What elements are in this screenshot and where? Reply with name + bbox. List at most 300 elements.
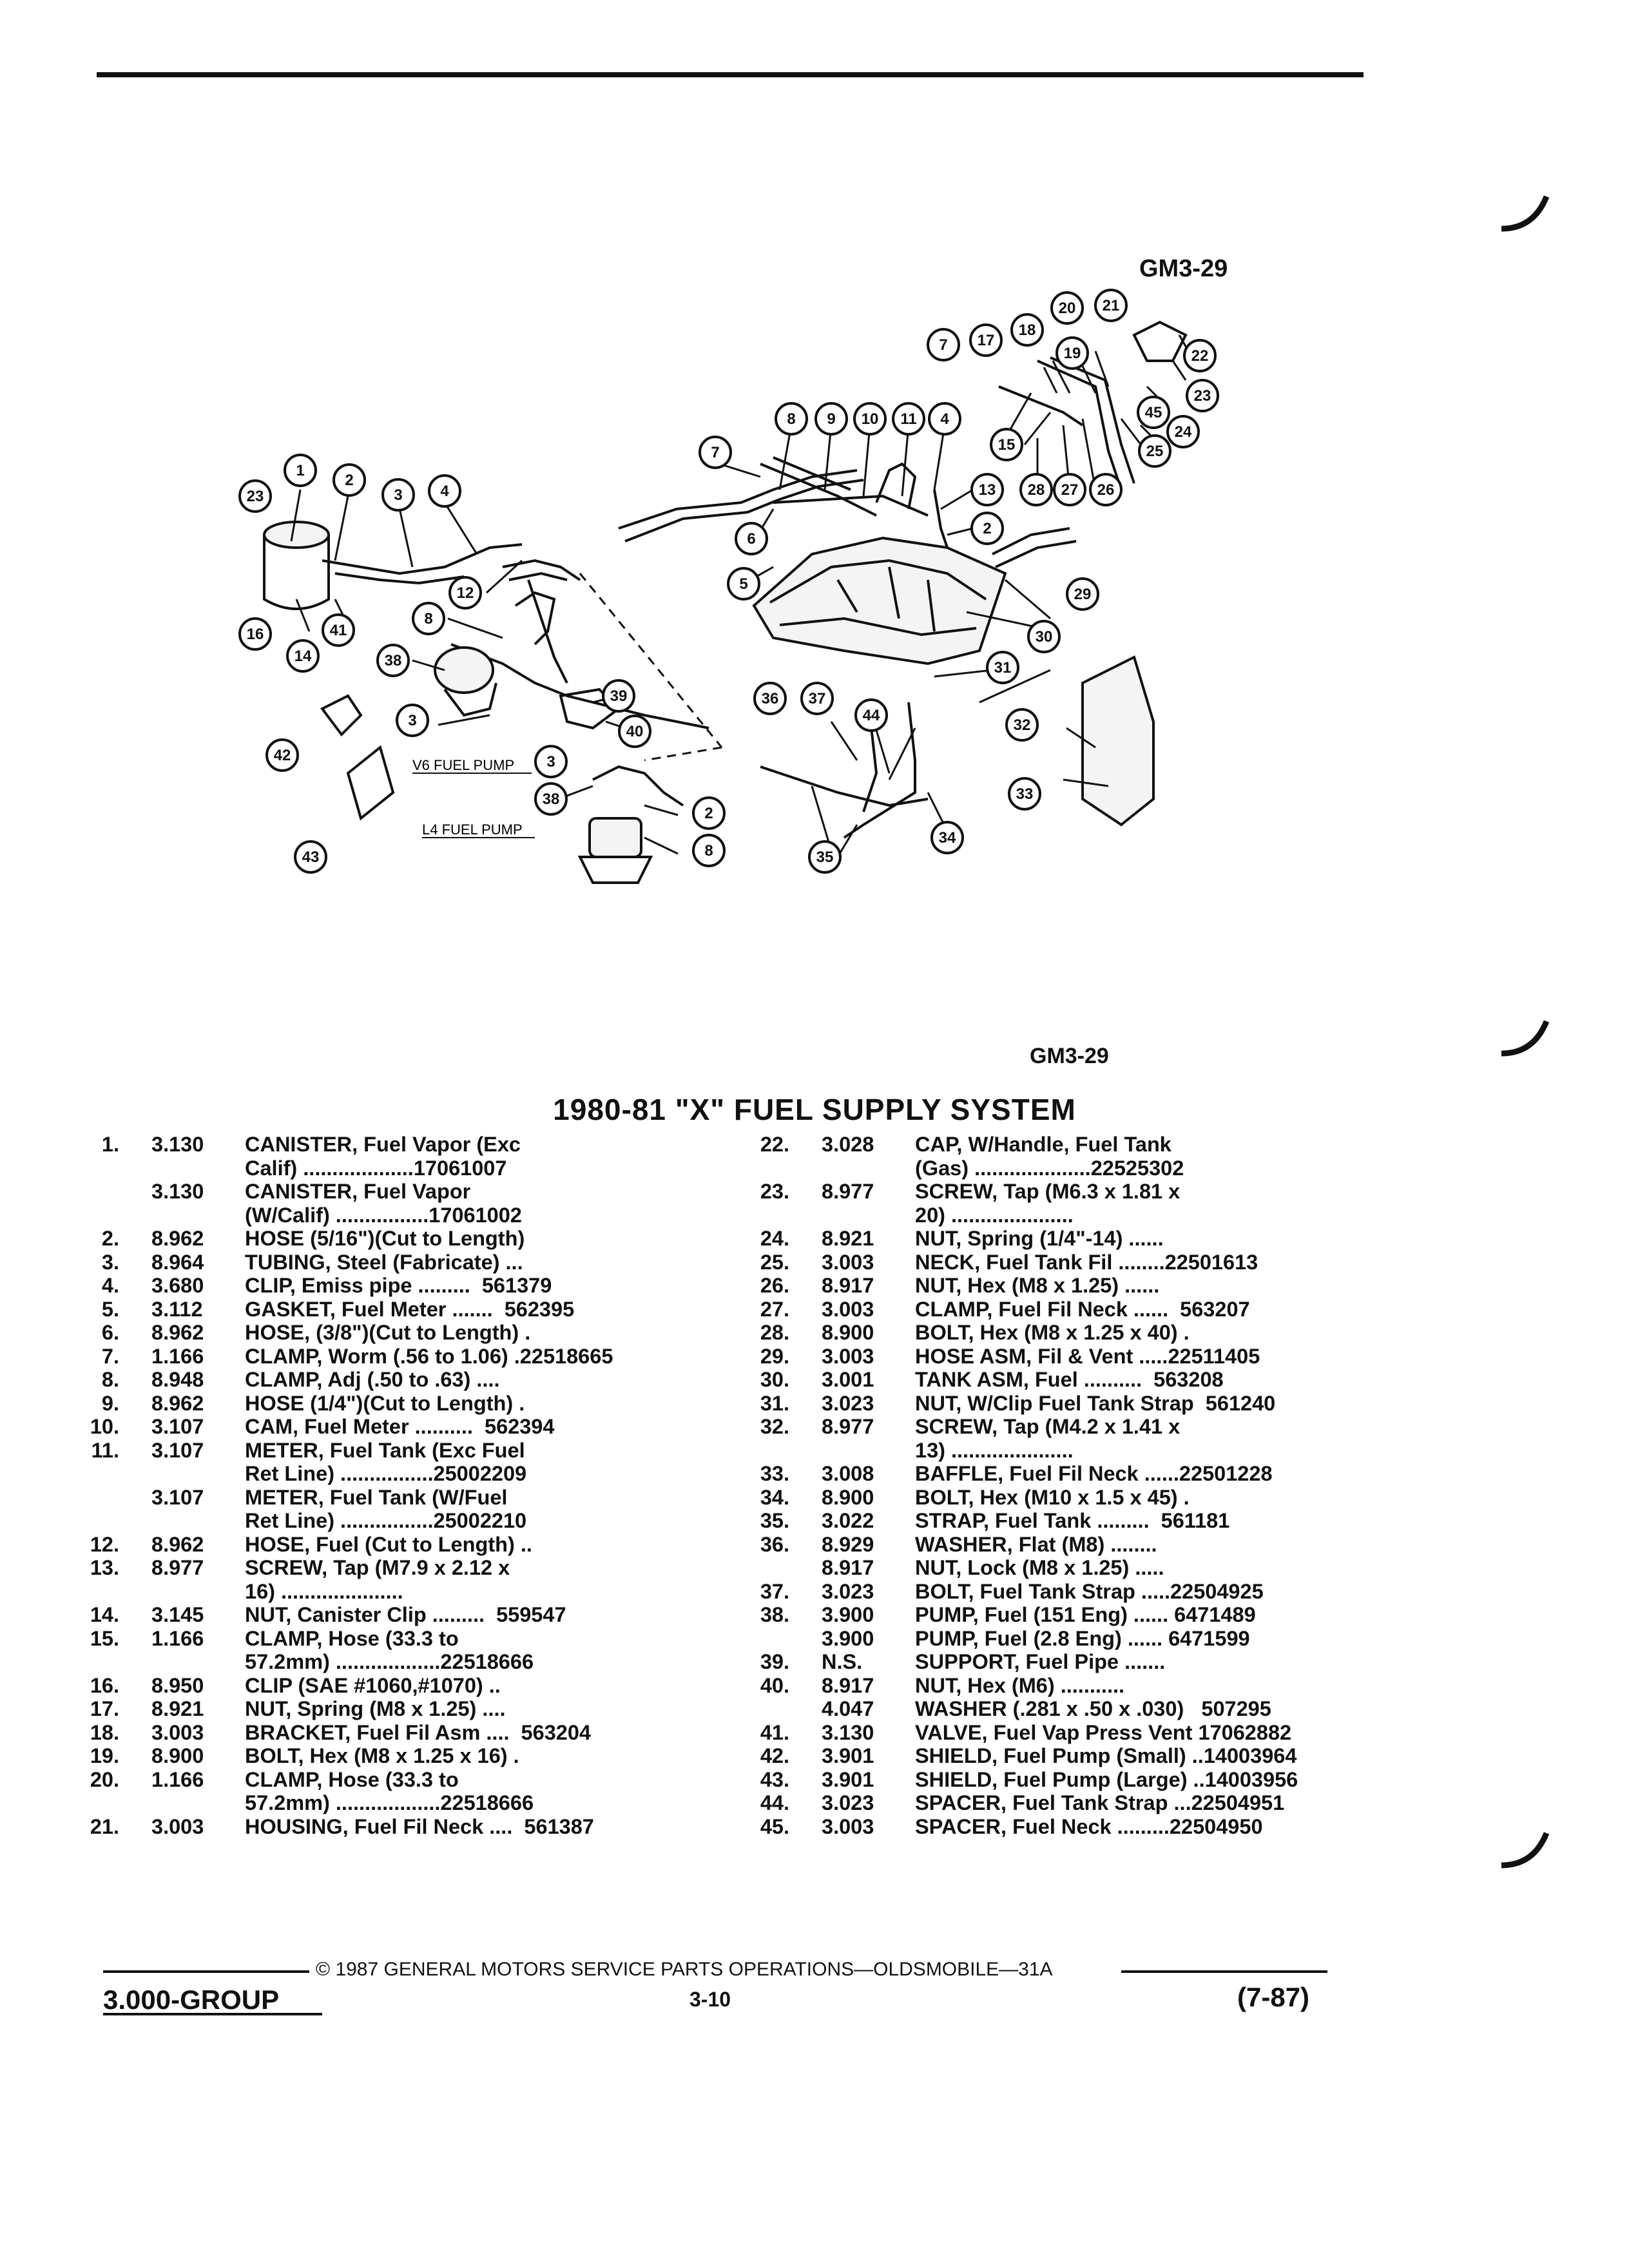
part-number: 5. xyxy=(101,1297,119,1321)
part-number xyxy=(728,1556,822,1580)
part-number xyxy=(58,1580,151,1604)
part-description: SPACER, Fuel Tank Strap ...22504951 xyxy=(915,1791,1285,1814)
part-number: 28. xyxy=(760,1321,789,1344)
part-description: BOLT, Hex (M8 x 1.25 x 16) . xyxy=(245,1744,519,1767)
part-description: WASHER, Flat (M8) ........ xyxy=(915,1532,1157,1556)
group-number: 3.022 xyxy=(822,1509,874,1532)
callout-label: 7 xyxy=(939,336,948,354)
part-description: Ret Line) ................25002210 xyxy=(245,1509,527,1532)
group-number: 3.023 xyxy=(822,1791,874,1814)
part-description: SHIELD, Fuel Pump (Large) ..14003956 xyxy=(915,1767,1298,1791)
parts-list-row xyxy=(58,1486,709,1510)
footer-copyright: © 1987 GENERAL MOTORS SERVICE PARTS OPERATIONS—OLDSMOBILE—31A xyxy=(316,1959,1053,1980)
parts-list-row xyxy=(58,1509,709,1533)
part-number: 20. xyxy=(90,1767,119,1791)
group-number xyxy=(151,1204,245,1227)
callout-label: 16 xyxy=(246,626,264,643)
part-description: CLAMP, Worm (.56 to 1.06) .22518665 xyxy=(245,1344,613,1368)
parts-list-row xyxy=(58,1345,709,1369)
diagram-code-bottom: GM3-29 xyxy=(1030,1044,1109,1068)
part-description: CLIP, Emiss pipe ......... 561379 xyxy=(245,1274,552,1297)
parts-list-row xyxy=(728,1415,1379,1439)
part-number: 1. xyxy=(101,1133,119,1156)
parts-list-row xyxy=(58,1791,709,1815)
callout-label: 43 xyxy=(302,849,320,866)
group-number: 3.003 xyxy=(822,1250,874,1274)
part-description: NUT, Lock (M8 x 1.25) ..... xyxy=(915,1556,1164,1579)
part-number: 26. xyxy=(760,1274,789,1297)
part-number xyxy=(728,1439,822,1463)
part-number: 17. xyxy=(90,1697,119,1720)
footer-group: 3.000-GROUP xyxy=(103,1984,280,2015)
callout-label: 26 xyxy=(1097,481,1115,499)
part-description: NUT, Canister Clip ......... 559547 xyxy=(245,1603,566,1626)
part-number: 33. xyxy=(760,1462,789,1485)
group-number: 3.130 xyxy=(822,1720,874,1744)
part-number: 41. xyxy=(760,1720,789,1744)
parts-list-row xyxy=(728,1274,1379,1298)
part-number: 11. xyxy=(91,1438,119,1462)
callout-label: 4 xyxy=(440,483,449,500)
part-number: 29. xyxy=(760,1344,789,1368)
group-number: 1.166 xyxy=(151,1767,204,1791)
part-description: VALVE, Fuel Vap Press Vent 17062882 xyxy=(915,1720,1292,1744)
parts-list-row xyxy=(728,1345,1379,1369)
group-number xyxy=(822,1157,915,1180)
group-number: 4.047 xyxy=(822,1697,874,1720)
callout-label: 23 xyxy=(1193,387,1211,405)
parts-list-row xyxy=(728,1439,1379,1463)
callout-label: 45 xyxy=(1144,404,1162,421)
group-number: 8.962 xyxy=(151,1391,204,1415)
part-number: 31. xyxy=(760,1391,789,1415)
group-number xyxy=(822,1439,915,1463)
parts-list-row xyxy=(58,1368,709,1392)
callout-label: 4 xyxy=(940,410,949,428)
part-description: SHIELD, Fuel Pump (Small) ..14003964 xyxy=(915,1744,1297,1767)
footer-date: (7-87) xyxy=(1237,1982,1310,2012)
parts-list-row xyxy=(728,1697,1379,1721)
group-number: 8.900 xyxy=(151,1744,204,1767)
part-number: 40. xyxy=(760,1673,789,1697)
part-number: 36. xyxy=(760,1532,789,1556)
parts-list-row xyxy=(58,1768,709,1792)
parts-list-right xyxy=(728,1133,1379,1838)
group-number: 3.003 xyxy=(822,1297,874,1321)
group-number: 8.900 xyxy=(822,1485,874,1509)
part-number: 13. xyxy=(90,1556,119,1579)
part-description: CANISTER, Fuel Vapor (Exc xyxy=(245,1133,521,1156)
callout-label: 23 xyxy=(246,488,264,505)
parts-list-row xyxy=(58,1815,709,1839)
part-description: 57.2mm) ..................22518666 xyxy=(245,1650,534,1673)
part-number: 30. xyxy=(760,1368,789,1391)
part-description: SCREW, Tap (M6.3 x 1.81 x xyxy=(915,1180,1181,1203)
group-number: 8.929 xyxy=(822,1532,874,1556)
parts-list-row xyxy=(728,1580,1379,1604)
group-number: 3.008 xyxy=(822,1462,874,1485)
group-number: 3.003 xyxy=(151,1720,204,1744)
l4-fuel-pump-label: L4 FUEL PUMP xyxy=(422,822,523,838)
parts-list-row xyxy=(58,1415,709,1439)
part-description: CAM, Fuel Meter .......... 562394 xyxy=(245,1415,555,1438)
part-description: 16) ..................... xyxy=(245,1579,403,1603)
fuel-system-diagram xyxy=(0,0,1629,966)
group-number: 8.917 xyxy=(822,1556,874,1579)
parts-list-row xyxy=(728,1791,1379,1815)
part-number: 6. xyxy=(101,1321,119,1344)
parts-list-row xyxy=(728,1392,1379,1416)
callout-label: 17 xyxy=(977,332,995,349)
group-number: 8.977 xyxy=(822,1180,874,1203)
parts-list-row xyxy=(58,1251,709,1274)
parts-list-row xyxy=(728,1744,1379,1768)
part-number: 18. xyxy=(90,1720,119,1744)
group-number: 1.166 xyxy=(151,1626,204,1650)
part-description: GASKET, Fuel Meter ....... 562395 xyxy=(245,1297,575,1321)
callout-label: 40 xyxy=(626,723,644,740)
part-number: 43. xyxy=(760,1767,789,1791)
part-description: BRACKET, Fuel Fil Asm .... 563204 xyxy=(245,1720,592,1744)
callout-label: 21 xyxy=(1102,297,1120,314)
footer-rule xyxy=(103,1970,309,1973)
group-number: 8.962 xyxy=(151,1321,204,1344)
callout-label: 36 xyxy=(761,690,779,707)
parts-list-row xyxy=(58,1157,709,1180)
part-number xyxy=(58,1791,151,1815)
part-description: 20) ..................... xyxy=(915,1203,1074,1227)
parts-list-row xyxy=(728,1462,1379,1486)
part-number xyxy=(728,1204,822,1227)
part-number xyxy=(58,1157,151,1180)
group-number xyxy=(151,1791,245,1815)
parts-list-row xyxy=(728,1768,1379,1792)
callout-label: 19 xyxy=(1063,345,1081,362)
callout-label: 38 xyxy=(384,652,402,669)
part-description: HOSE, (3/8")(Cut to Length) . xyxy=(245,1321,531,1344)
parts-list-row xyxy=(58,1321,709,1345)
callout-label: 14 xyxy=(294,648,312,665)
part-description: PUMP, Fuel (151 Eng) ...... 6471489 xyxy=(915,1603,1256,1626)
parts-list-row xyxy=(58,1133,709,1157)
group-number: 3.003 xyxy=(822,1344,874,1368)
group-number: 8.977 xyxy=(822,1415,874,1438)
callout-label: 8 xyxy=(787,410,796,428)
callout-label: 39 xyxy=(610,687,628,705)
part-description: BOLT, Hex (M10 x 1.5 x 45) . xyxy=(915,1485,1190,1509)
parts-list-row xyxy=(58,1650,709,1674)
part-number: 10. xyxy=(90,1415,119,1438)
part-description: SPACER, Fuel Neck .........22504950 xyxy=(915,1814,1263,1838)
part-description: SUPPORT, Fuel Pipe ....... xyxy=(915,1650,1166,1673)
parts-list-row xyxy=(58,1533,709,1557)
part-number xyxy=(58,1650,151,1674)
part-number: 27. xyxy=(760,1297,789,1321)
part-number xyxy=(728,1157,822,1180)
part-description: TANK ASM, Fuel .......... 563208 xyxy=(915,1368,1224,1391)
group-number: 8.964 xyxy=(151,1250,204,1274)
parts-list-row xyxy=(58,1180,709,1204)
part-number xyxy=(58,1180,151,1204)
group-number xyxy=(151,1580,245,1604)
part-description: CLAMP, Adj (.50 to .63) .... xyxy=(245,1368,500,1391)
parts-list-row xyxy=(728,1650,1379,1674)
callout-label: 37 xyxy=(808,690,826,707)
parts-list-row xyxy=(728,1627,1379,1651)
part-description: CAP, W/Handle, Fuel Tank xyxy=(915,1133,1171,1156)
part-description: HOSE (1/4")(Cut to Length) . xyxy=(245,1391,525,1415)
part-number: 9. xyxy=(101,1391,119,1415)
part-description: (Gas) ....................22525302 xyxy=(915,1156,1184,1180)
group-number xyxy=(151,1157,245,1180)
parts-list-row xyxy=(58,1603,709,1627)
group-number: 1.166 xyxy=(151,1344,204,1368)
part-description: BOLT, Fuel Tank Strap .....22504925 xyxy=(915,1579,1264,1603)
parts-list-row xyxy=(728,1227,1379,1251)
part-number: 16. xyxy=(90,1673,119,1697)
callout-label: 27 xyxy=(1061,481,1079,499)
group-number: 8.917 xyxy=(822,1673,874,1697)
parts-list-row xyxy=(58,1274,709,1298)
group-number: 8.948 xyxy=(151,1368,204,1391)
group-number: 3.680 xyxy=(151,1274,204,1297)
parts-list-row xyxy=(728,1298,1379,1321)
callout-label: 13 xyxy=(978,481,996,499)
group-number: 8.900 xyxy=(822,1321,874,1344)
part-number: 4. xyxy=(101,1274,119,1297)
footer-page-number: 3-10 xyxy=(689,1988,731,2011)
parts-list-row xyxy=(58,1627,709,1651)
group-number xyxy=(151,1462,245,1486)
part-description: SCREW, Tap (M7.9 x 2.12 x xyxy=(245,1556,510,1579)
part-number: 38. xyxy=(760,1603,789,1626)
callout-label: 34 xyxy=(938,829,956,847)
group-number: 8.921 xyxy=(151,1697,204,1720)
part-number: 35. xyxy=(760,1509,789,1532)
parts-list-row xyxy=(728,1251,1379,1274)
page-edge-mark xyxy=(1501,1018,1553,1057)
part-number: 3. xyxy=(101,1250,119,1274)
callout-label: 11 xyxy=(900,410,917,428)
callout-label: 9 xyxy=(827,410,836,428)
callout-label: 3 xyxy=(394,486,403,504)
callout-label: 41 xyxy=(329,622,347,639)
part-number: 44. xyxy=(760,1791,789,1814)
callout-label: 8 xyxy=(424,610,433,628)
part-number: 24. xyxy=(760,1227,789,1250)
callout-label: 35 xyxy=(816,849,834,866)
parts-list-left xyxy=(58,1133,709,1838)
part-description: NUT, Hex (M6) ........... xyxy=(915,1673,1125,1697)
group-number: 3.130 xyxy=(151,1180,204,1203)
diagram-drawing xyxy=(264,322,1186,883)
group-number: 3.901 xyxy=(822,1744,874,1767)
parts-list-row xyxy=(728,1368,1379,1392)
part-number: 42. xyxy=(760,1744,789,1767)
part-number: 45. xyxy=(760,1814,789,1838)
group-number: 3.145 xyxy=(151,1603,204,1626)
callout-label: 31 xyxy=(994,659,1012,677)
part-description: METER, Fuel Tank (Exc Fuel xyxy=(245,1438,525,1462)
part-number: 8. xyxy=(101,1368,119,1391)
group-number: 3.901 xyxy=(822,1767,874,1791)
part-number: 23. xyxy=(760,1180,789,1203)
parts-list-row xyxy=(58,1674,709,1698)
part-description: TUBING, Steel (Fabricate) ... xyxy=(245,1250,523,1274)
part-number: 39. xyxy=(760,1650,789,1673)
part-description: NUT, W/Clip Fuel Tank Strap 561240 xyxy=(915,1391,1276,1415)
callout-label: 25 xyxy=(1146,443,1164,460)
callout-label: 33 xyxy=(1016,785,1034,803)
group-number: 3.900 xyxy=(822,1626,874,1650)
callout-label: 5 xyxy=(739,575,748,593)
page-edge-mark xyxy=(1501,1830,1553,1869)
parts-list-row xyxy=(728,1157,1379,1180)
parts-list-row xyxy=(58,1392,709,1416)
parts-list-row xyxy=(728,1204,1379,1227)
group-number: 8.977 xyxy=(151,1556,204,1579)
callout-label: 2 xyxy=(704,805,713,822)
group-number: 3.023 xyxy=(822,1391,874,1415)
parts-list-row xyxy=(58,1204,709,1227)
group-number: 3.107 xyxy=(151,1415,204,1438)
part-number: 22. xyxy=(760,1133,789,1156)
part-number: 15. xyxy=(90,1626,119,1650)
parts-list-row xyxy=(728,1815,1379,1839)
callout-label: 15 xyxy=(998,436,1016,454)
part-number: 32. xyxy=(760,1415,789,1438)
callout-label: 20 xyxy=(1058,300,1076,317)
group-number xyxy=(151,1650,245,1674)
diagram-code-top: GM3-29 xyxy=(1139,255,1228,282)
callout-label: 6 xyxy=(747,530,756,548)
part-description: HOSE (5/16")(Cut to Length) xyxy=(245,1227,525,1250)
callout-label: 12 xyxy=(456,584,474,602)
part-description: Calif) ...................17061007 xyxy=(245,1156,507,1180)
callout-label: 32 xyxy=(1013,716,1031,734)
group-number: 3.112 xyxy=(151,1297,203,1321)
group-number xyxy=(151,1509,245,1533)
part-number xyxy=(58,1204,151,1227)
parts-list-row xyxy=(728,1603,1379,1627)
part-description: CLAMP, Hose (33.3 to xyxy=(245,1626,459,1650)
callout-label: 44 xyxy=(862,707,880,724)
group-number: 3.130 xyxy=(151,1133,204,1156)
part-number xyxy=(58,1509,151,1533)
part-description: CLIP (SAE #1060,#1070) .. xyxy=(245,1673,501,1697)
part-description: STRAP, Fuel Tank ......... 561181 xyxy=(915,1509,1230,1532)
callout-label: 29 xyxy=(1074,586,1092,603)
group-number: 8.962 xyxy=(151,1532,204,1556)
group-number: 3.001 xyxy=(822,1368,874,1391)
part-number: 14. xyxy=(90,1603,119,1626)
part-number: 12. xyxy=(90,1532,119,1556)
parts-list-row xyxy=(728,1533,1379,1557)
footer-rule xyxy=(1121,1970,1327,1973)
callout-label: 38 xyxy=(542,791,560,808)
parts-list-row xyxy=(728,1486,1379,1510)
part-description: CANISTER, Fuel Vapor xyxy=(245,1180,471,1203)
group-number: 3.107 xyxy=(151,1485,204,1509)
group-number: 3.023 xyxy=(822,1579,874,1603)
part-description: NUT, Hex (M8 x 1.25) ...... xyxy=(915,1274,1160,1297)
part-description: 57.2mm) ..................22518666 xyxy=(245,1791,534,1814)
callout-label: 22 xyxy=(1191,347,1209,365)
part-description: (W/Calif) ................17061002 xyxy=(245,1203,522,1227)
callout-label: 3 xyxy=(408,712,417,729)
part-number xyxy=(58,1486,151,1510)
part-description: SCREW, Tap (M4.2 x 1.41 x xyxy=(915,1415,1181,1438)
part-description: 13) ..................... xyxy=(915,1438,1074,1462)
group-number: N.S. xyxy=(822,1650,863,1673)
group-number: 8.921 xyxy=(822,1227,874,1250)
callout-label: 30 xyxy=(1035,628,1053,646)
part-number: 21. xyxy=(90,1814,119,1838)
parts-list-row xyxy=(58,1744,709,1768)
parts-list-row xyxy=(58,1227,709,1251)
callout-label: 10 xyxy=(861,410,879,428)
callout-label: 42 xyxy=(273,747,291,764)
callout-label: 28 xyxy=(1027,481,1045,499)
part-description: NUT, Spring (1/4"-14) ...... xyxy=(915,1227,1164,1250)
parts-list-row xyxy=(728,1180,1379,1204)
part-description: NECK, Fuel Tank Fil ........22501613 xyxy=(915,1250,1258,1274)
parts-list-row xyxy=(58,1721,709,1745)
part-number xyxy=(58,1462,151,1486)
part-description: BAFFLE, Fuel Fil Neck ......22501228 xyxy=(915,1462,1273,1485)
parts-list-row xyxy=(728,1556,1379,1580)
part-number: 37. xyxy=(760,1579,789,1603)
part-number: 2. xyxy=(101,1227,119,1250)
part-description: BOLT, Hex (M8 x 1.25 x 40) . xyxy=(915,1321,1190,1344)
group-number: 3.107 xyxy=(151,1438,204,1462)
group-number: 8.917 xyxy=(822,1274,874,1297)
part-description: Ret Line) ................25002209 xyxy=(245,1462,527,1485)
part-number: 19. xyxy=(90,1744,119,1767)
parts-list-row xyxy=(728,1133,1379,1157)
parts-list-row xyxy=(58,1556,709,1580)
part-description: CLAMP, Fuel Fil Neck ...... 563207 xyxy=(915,1297,1250,1321)
callout-label: 18 xyxy=(1018,322,1036,339)
part-number: 7. xyxy=(101,1344,119,1368)
part-description: HOUSING, Fuel Fil Neck .... 561387 xyxy=(245,1814,594,1838)
parts-list-row xyxy=(58,1580,709,1604)
group-number: 3.003 xyxy=(822,1814,874,1838)
part-description: WASHER (.281 x .50 x .030) 507295 xyxy=(915,1697,1271,1720)
parts-list-row xyxy=(58,1298,709,1321)
part-description: NUT, Spring (M8 x 1.25) .... xyxy=(245,1697,506,1720)
part-description: HOSE ASM, Fil & Vent .....22511405 xyxy=(915,1344,1260,1368)
callout-label: 2 xyxy=(983,520,992,537)
group-number xyxy=(822,1204,915,1227)
parts-list-row xyxy=(58,1462,709,1486)
part-number xyxy=(728,1697,822,1721)
document-title: 1980-81 "X" FUEL SUPPLY SYSTEM xyxy=(553,1093,1076,1126)
part-description: METER, Fuel Tank (W/Fuel xyxy=(245,1485,508,1509)
part-number xyxy=(728,1627,822,1651)
callout-label: 7 xyxy=(711,444,720,461)
group-number: 3.900 xyxy=(822,1603,874,1626)
callout-label: 24 xyxy=(1174,423,1192,441)
part-number: 25. xyxy=(760,1250,789,1274)
parts-list-row xyxy=(728,1321,1379,1345)
parts-list-row xyxy=(728,1674,1379,1698)
callout-label: 8 xyxy=(704,842,713,860)
group-number: 8.962 xyxy=(151,1227,204,1250)
parts-list-row xyxy=(58,1439,709,1463)
part-description: CLAMP, Hose (33.3 to xyxy=(245,1767,459,1791)
parts-list-row xyxy=(58,1697,709,1721)
